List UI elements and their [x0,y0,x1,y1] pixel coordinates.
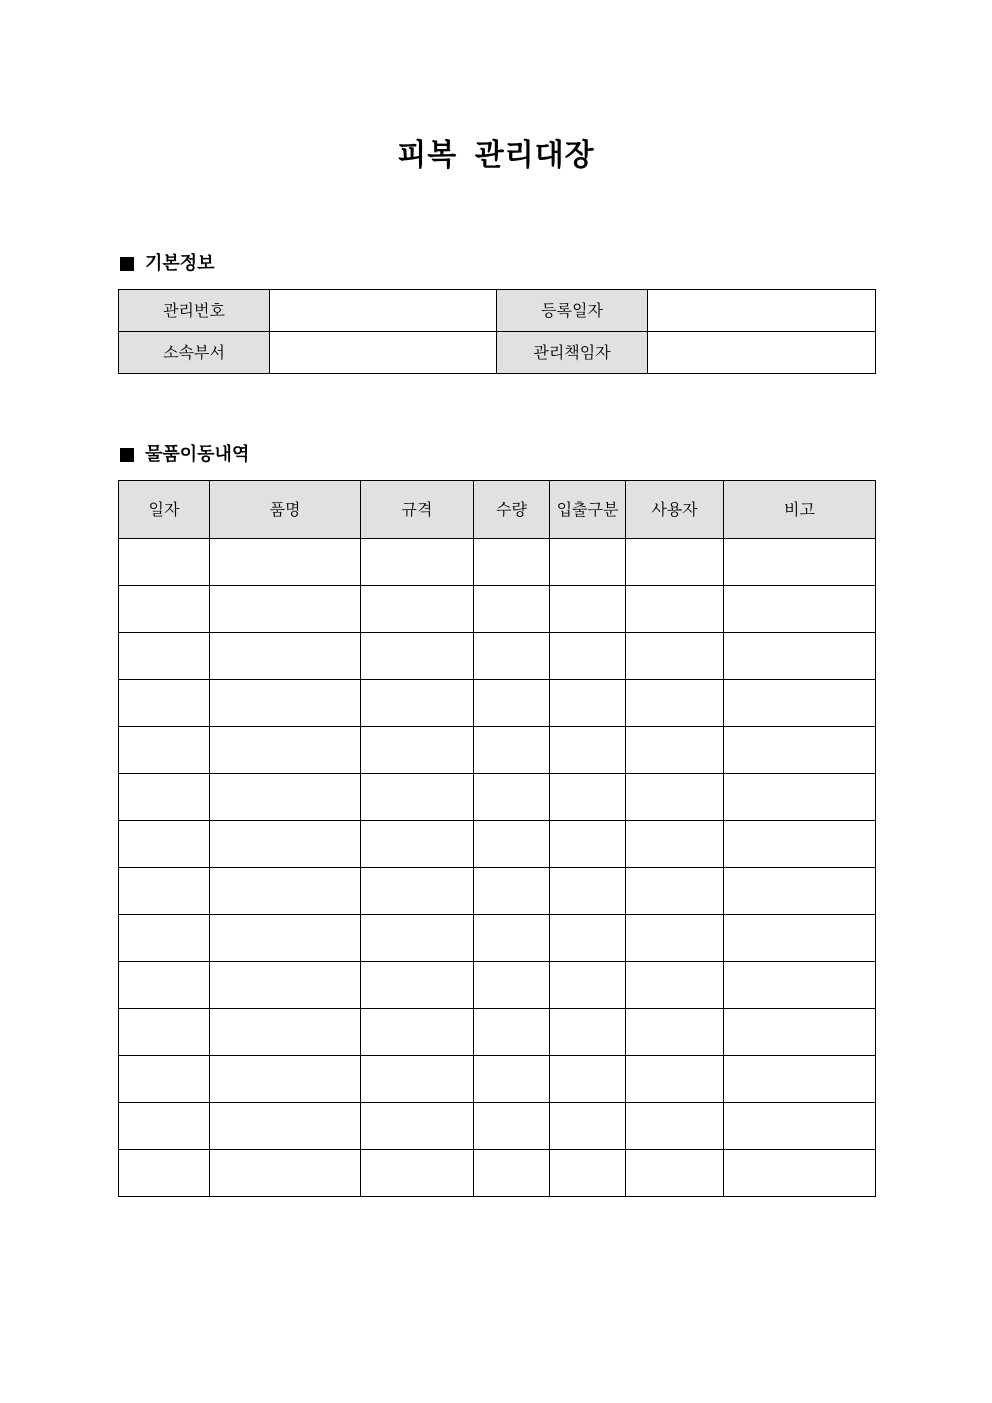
cell-in-out[interactable] [550,821,626,868]
cell-item-name[interactable] [210,774,361,821]
cell-spec[interactable] [361,868,474,915]
cell-remarks[interactable] [724,1009,876,1056]
cell-quantity[interactable] [474,539,550,586]
cell-date[interactable] [119,727,210,774]
cell-item-name[interactable] [210,633,361,680]
cell-remarks[interactable] [724,962,876,1009]
cell-spec[interactable] [361,633,474,680]
cell-quantity[interactable] [474,1056,550,1103]
cell-date[interactable] [119,1009,210,1056]
cell-quantity[interactable] [474,586,550,633]
cell-item-name[interactable] [210,868,361,915]
label-department: 소속부서 [119,332,270,374]
square-bullet-icon [120,448,134,462]
cell-date[interactable] [119,539,210,586]
cell-remarks[interactable] [724,680,876,727]
column-header-quantity: 수량 [474,481,550,539]
column-header-item-name: 품명 [210,481,361,539]
cell-date[interactable] [119,586,210,633]
cell-in-out[interactable] [550,586,626,633]
cell-item-name[interactable] [210,962,361,1009]
cell-user[interactable] [626,1056,724,1103]
column-header-user: 사용자 [626,481,724,539]
cell-in-out[interactable] [550,1009,626,1056]
section-heading-basic-info [120,252,215,276]
section-heading-label: 기본정보 [145,253,215,274]
table-row [119,774,876,821]
cell-date[interactable] [119,680,210,727]
cell-remarks[interactable] [724,1056,876,1103]
cell-remarks[interactable] [724,1150,876,1197]
cell-quantity[interactable] [474,774,550,821]
cell-user[interactable] [626,962,724,1009]
cell-user[interactable] [626,774,724,821]
cell-in-out[interactable] [550,727,626,774]
cell-remarks[interactable] [724,1103,876,1150]
section-heading-movement [120,443,249,467]
cell-spec[interactable] [361,821,474,868]
movement-history-table [118,480,876,1197]
table-row [119,290,876,332]
table-row [119,332,876,374]
cell-user[interactable] [626,821,724,868]
cell-quantity[interactable] [474,1103,550,1150]
cell-user[interactable] [626,868,724,915]
cell-item-name[interactable] [210,1056,361,1103]
cell-in-out[interactable] [550,962,626,1009]
label-manager: 관리책임자 [497,332,648,374]
cell-in-out[interactable] [550,774,626,821]
basic-info-table [118,289,876,374]
cell-item-name[interactable] [210,1150,361,1197]
cell-user[interactable] [626,1009,724,1056]
manager-field[interactable] [648,332,876,374]
cell-in-out[interactable] [550,915,626,962]
cell-spec[interactable] [361,586,474,633]
cell-quantity[interactable] [474,821,550,868]
cell-in-out[interactable] [550,1056,626,1103]
cell-spec[interactable] [361,962,474,1009]
table-row [119,633,876,680]
cell-quantity[interactable] [474,727,550,774]
cell-item-name[interactable] [210,915,361,962]
column-header-spec: 규격 [361,481,474,539]
cell-quantity[interactable] [474,1150,550,1197]
table-row [119,868,876,915]
section-heading-label: 물품이동내역 [145,444,250,465]
table-row [119,1009,876,1056]
cell-item-name[interactable] [210,586,361,633]
cell-spec[interactable] [361,727,474,774]
cell-quantity[interactable] [474,962,550,1009]
column-header-date: 일자 [119,481,210,539]
cell-user[interactable] [626,915,724,962]
management-number-field[interactable] [270,290,497,332]
cell-spec[interactable] [361,1056,474,1103]
cell-spec[interactable] [361,1009,474,1056]
cell-quantity[interactable] [474,1009,550,1056]
cell-user[interactable] [626,586,724,633]
cell-user[interactable] [626,539,724,586]
cell-remarks[interactable] [724,633,876,680]
cell-remarks[interactable] [724,539,876,586]
cell-item-name[interactable] [210,727,361,774]
cell-remarks[interactable] [724,915,876,962]
table-row [119,586,876,633]
cell-spec[interactable] [361,539,474,586]
cell-in-out[interactable] [550,1150,626,1197]
cell-user[interactable] [626,1103,724,1150]
table-row [119,680,876,727]
cell-spec[interactable] [361,1150,474,1197]
cell-user[interactable] [626,680,724,727]
cell-date[interactable] [119,915,210,962]
cell-in-out[interactable] [550,868,626,915]
cell-remarks[interactable] [724,586,876,633]
registration-date-field[interactable] [648,290,876,332]
cell-item-name[interactable] [210,539,361,586]
table-row [119,1056,876,1103]
cell-remarks[interactable] [724,727,876,774]
cell-remarks[interactable] [724,868,876,915]
column-header-remarks: 비고 [724,481,876,539]
cell-quantity[interactable] [474,680,550,727]
cell-date[interactable] [119,868,210,915]
table-header-row [119,481,876,539]
cell-quantity[interactable] [474,915,550,962]
cell-in-out[interactable] [550,680,626,727]
cell-remarks[interactable] [724,821,876,868]
table-row [119,821,876,868]
cell-in-out[interactable] [550,1103,626,1150]
cell-item-name[interactable] [210,680,361,727]
cell-date[interactable] [119,1103,210,1150]
cell-remarks[interactable] [724,774,876,821]
cell-date[interactable] [119,962,210,1009]
square-bullet-icon [120,257,134,271]
table-row [119,539,876,586]
table-row [119,962,876,1009]
table-row [119,1103,876,1150]
cell-in-out[interactable] [550,539,626,586]
cell-quantity[interactable] [474,868,550,915]
document-title: 피복 관리대장 [397,138,595,173]
column-header-in-out: 입출구분 [550,481,626,539]
cell-spec[interactable] [361,1103,474,1150]
cell-spec[interactable] [361,915,474,962]
cell-date[interactable] [119,633,210,680]
table-row [119,1150,876,1197]
cell-user[interactable] [626,1150,724,1197]
table-row [119,727,876,774]
cell-date[interactable] [119,1150,210,1197]
cell-quantity[interactable] [474,633,550,680]
label-registration-date: 등록일자 [497,290,648,332]
label-management-number: 관리번호 [119,290,270,332]
department-field[interactable] [270,332,497,374]
cell-item-name[interactable] [210,1103,361,1150]
cell-user[interactable] [626,633,724,680]
cell-date[interactable] [119,774,210,821]
table-row [119,915,876,962]
cell-user[interactable] [626,727,724,774]
cell-in-out[interactable] [550,633,626,680]
cell-date[interactable] [119,821,210,868]
cell-spec[interactable] [361,774,474,821]
cell-spec[interactable] [361,680,474,727]
cell-date[interactable] [119,1056,210,1103]
cell-item-name[interactable] [210,821,361,868]
cell-item-name[interactable] [210,1009,361,1056]
